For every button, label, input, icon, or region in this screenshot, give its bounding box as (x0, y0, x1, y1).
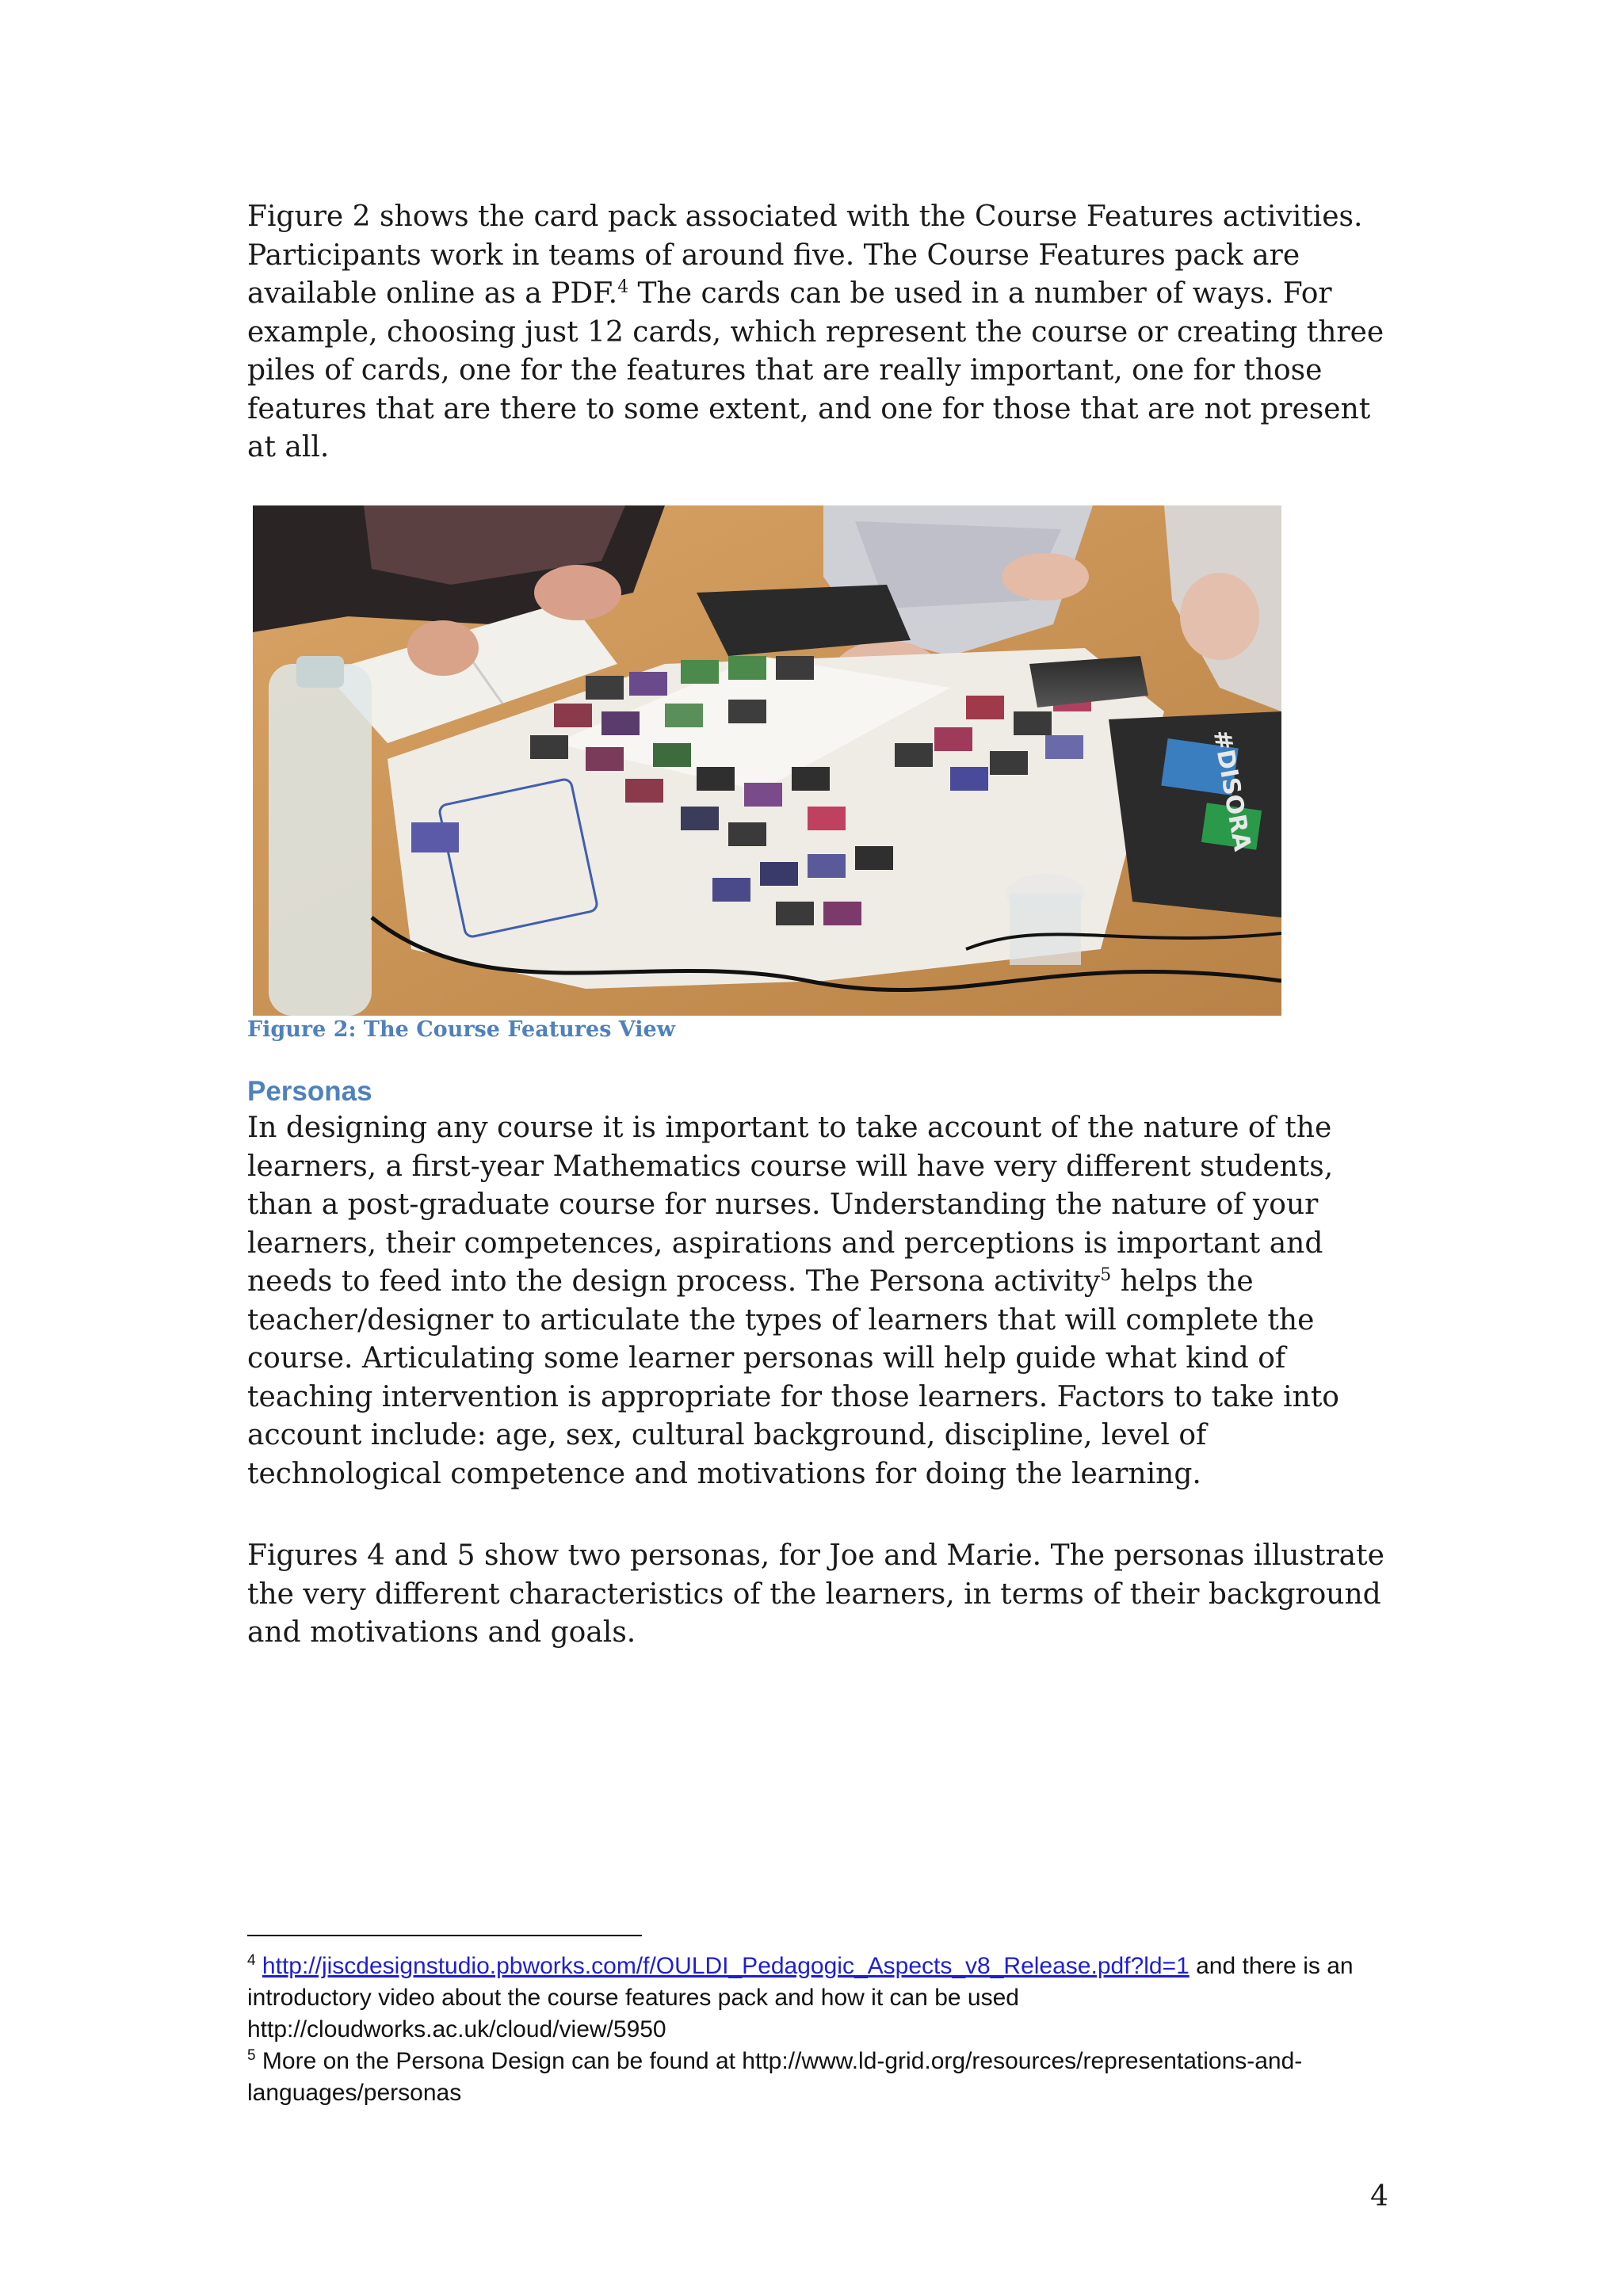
intro-text-start: Figure 2 shows the card pack associated with the Course Features activities. Participants work in teams of around five. The Course Features pack are available online as a PDF. (247, 200, 1363, 310)
footnote-4-link[interactable]: http://jiscdesignstudio.pbworks.com/f/OULDI_Pedagogic_Aspects_v8_Release.pdf?ld=1 (262, 1953, 1190, 1979)
footnote-5-marker: 5 (247, 2047, 256, 2064)
page-number: 4 (1370, 2180, 1388, 2213)
footnote-4-text: and there is an introductory video about the course features pack and how it can be used http://cloudworks.ac.uk/cloud/view/5950 (247, 1953, 1354, 2042)
laptop-sticker-text: #DISORA (1207, 727, 1256, 853)
figure-caption: Figure 2: The Course Features View (247, 1017, 675, 1042)
personas-heading: Personas (247, 1076, 372, 1107)
personas-followup-paragraph (247, 1537, 1404, 1653)
intro-paragraph (247, 198, 1404, 467)
footnote-separator (247, 1935, 642, 1936)
personas-text-end: helps the teacher/designer to articulate the types of learners that will complete the course. Articulating some learner personas will help guide what kind of teaching intervention is appropriate for those learners. Factors to take into account include: age, sex, cultural background, discipline, level of technological competence and motivations for doing the learning. (247, 1265, 1339, 1490)
footnote-ref-5[interactable]: 5 (1100, 1265, 1112, 1285)
personas-paragraph (247, 1109, 1404, 1493)
footnote-4-marker: 4 (247, 1952, 256, 1969)
personas-followup-text: Figures 4 and 5 show two personas, for Joe and Marie. The personas illustrate the very different characteristics of the learners, in terms of their background and motivations and goals. (247, 1539, 1384, 1649)
footnote-5 (247, 2046, 1404, 2109)
footnote-ref-4[interactable]: 4 (617, 277, 629, 297)
intro-text-end: The cards can be used in a number of ways. For example, choosing just 12 cards, which represent the course or creating three piles of cards, one for the features that are really important, one for those features that are there to some extent, and one for those that are not present at all. (247, 277, 1384, 463)
course-features-photo (253, 505, 1281, 1016)
footnotes (247, 1951, 1404, 2109)
personas-text-start: In designing any course it is important to take account of the nature of the learners, a first-year Mathematics course will have very different students, than a post-graduate course for nurses. Understanding the nature of your learners, their competences, aspirations and perceptions is important and needs to feed into the design process. The Persona activity (247, 1112, 1334, 1298)
footnote-4 (247, 1951, 1404, 2046)
footnote-5-text: More on the Persona Design can be found at http://www.ld-grid.org/resources/representations-and-languages/personas (247, 2048, 1303, 2106)
photo-illustration (253, 505, 1281, 1016)
